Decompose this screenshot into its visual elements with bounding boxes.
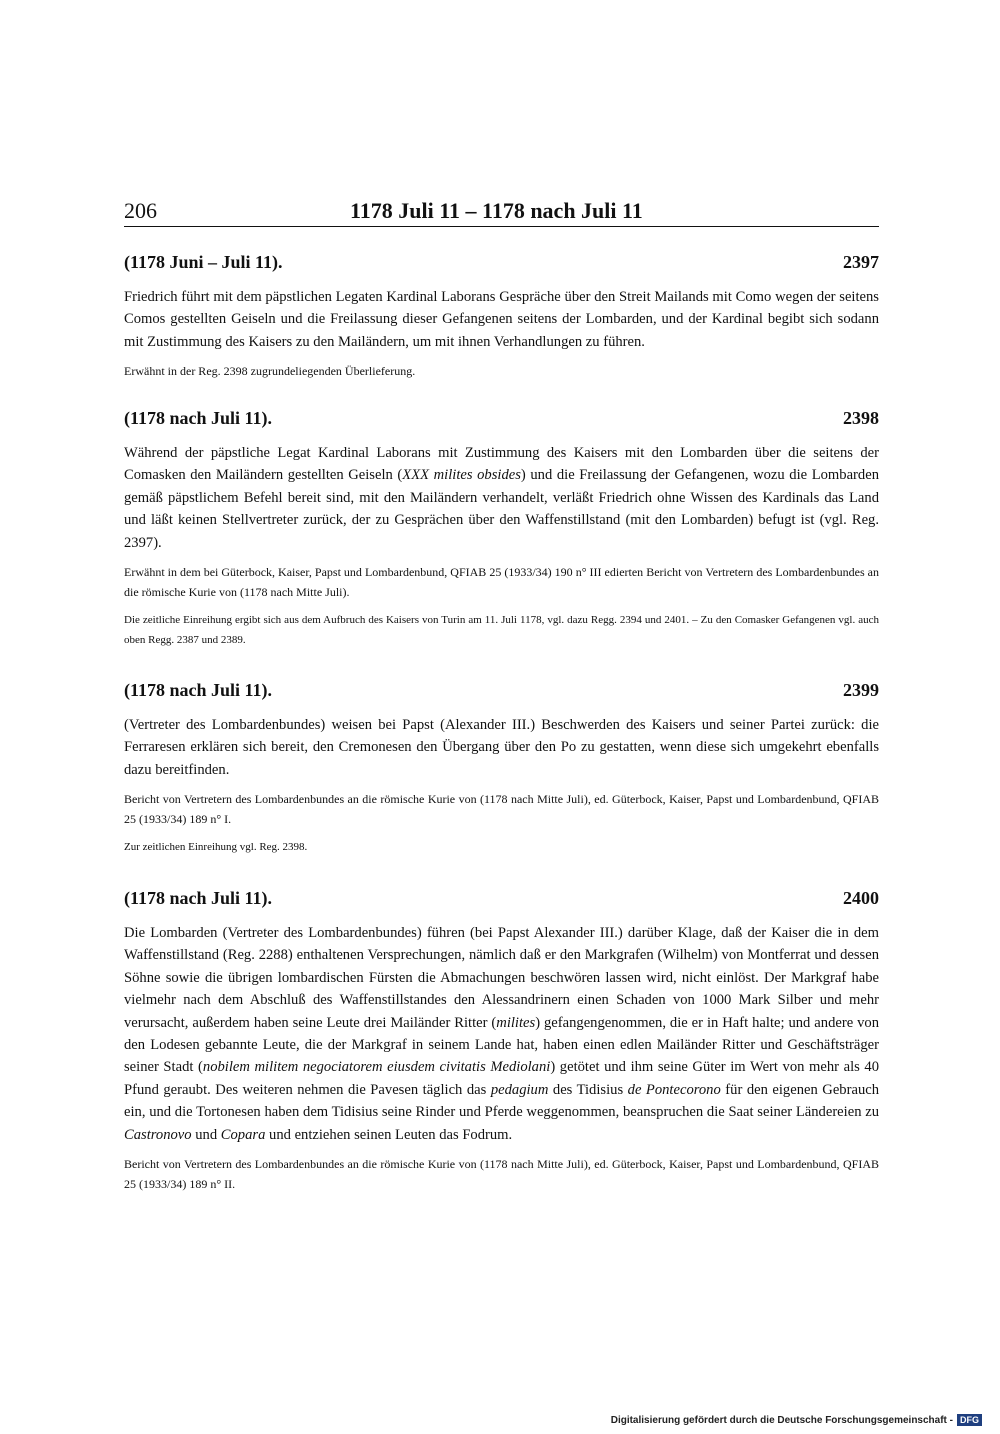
entry-heading <box>124 680 879 706</box>
entry-note: Erwähnt in der Reg. 2398 zugrundeliegenden Überlieferung. <box>124 364 416 379</box>
regest-entry-2399 <box>124 680 879 857</box>
entry-text: Während der päpstliche Legat Kardinal Laborans mit Zustimmung des Kaisers mit den Lombarden über die seitens der Comasken den Mailändern gestellten Geiseln (XXX milites obsides) und die Freilassung der Gefangenen, wozu die Lombarden gemäß päpstlichem Befehl bereit sind, mit den Mailändern verhandelt, verläßt Friedrich ohne Wissen des Kardinals das Land und läßt keinen Stellvertreter zurück, der zu Gesprächen über den Waffenstillstand (mit den Lombarden) befugt ist (vgl. Reg. 2397). <box>124 445 879 551</box>
entry-note: Erwähnt in dem bei Güterbock, Kaiser, Papst und Lombardenbund, QFIAB 25 (1933/34) 190 n° III edierten Bericht von Vertretern des Lombardenbundes an die römische Kurie von (1178 nach Mitte Juli). <box>124 565 879 600</box>
running-title: 1178 Juli 11 – 1178 nach Juli 11 <box>350 198 643 223</box>
entry-heading <box>124 408 879 434</box>
entry-note: Bericht von Vertretern des Lombardenbundes an die römische Kurie von (1178 nach Mitte Juli), ed. Güterbock, Kaiser, Papst und Lombardenbund, QFIAB 25 (1933/34) 189 n° II. <box>124 1157 879 1192</box>
entry-number: 2399 <box>843 680 879 700</box>
entry-number: 2397 <box>843 252 879 272</box>
entry-note: Zur zeitlichen Einreihung vgl. Reg. 2398. <box>124 841 308 854</box>
entry-heading <box>124 252 879 278</box>
page-number: 206 <box>124 198 157 223</box>
entry-text: Friedrich führt mit dem päpstlichen Legaten Kardinal Laborans Gespräche über den Streit Mailands mit Como wegen der seitens Comos gestellten Geiseln und die Freilassung dieser Gefangenen seitens der Lombarden, und der Kardinal begibt sich sodann mit Zustimmung des Kaisers zu den Mailändern, um mit ihnen Verhandlungen zu führen. <box>124 289 879 350</box>
entry-heading <box>124 888 879 914</box>
entry-text: Die Lombarden (Vertreter des Lombardenbundes) führen (bei Papst Alexander III.) darüber Klage, daß der Kaiser die in dem Waffenstillstand (Reg. 2288) enthaltenen Versprechungen, nämlich daß er den Markgrafen (Wilhelm) von Montferrat und dessen Söhne sowie die übrigen lombardischen Fürsten die Abmachungen beschwören lassen wird, nicht einlöst. Der Markgraf habe vielmehr nach dem Abschluß des Waffenstillstandes den Alessandrinern einen Schaden von 1000 Mark Silber und mehr verursacht, außerdem haben seine Leute drei Mailänder Ritter (milites) gefangengenommen, die er in Haft halte; und andere von den Lodesen gebannte Leute, die der Markgraf in seinem Lande hat, haben einen edlen Mailänder Ritter und Geschäftsträger seiner Stadt (nobilem militem negociatorem eiusdem civitatis Mediolani) getötet und ihm seine Güter im Wert von mehr als 40 Pfund geraubt. Des weiteren nehmen die Pavesen täglich das pedagium des Tidisius de Pontecorono für den eigenen Gebrauch ein, und die Tortonesen haben dem Tidisius seine Rinder und Pferde weggenommen, beanspruchen die Saat seiner Ländereien zu Castronovo und Copara und entziehen seinen Leuten das Fodrum. <box>124 925 880 1143</box>
regest-entry-2397 <box>124 252 879 381</box>
footer-text: Digitalisierung gefördert durch die Deutsche Forschungsgemeinschaft - <box>610 1414 953 1426</box>
regest-entry-2400 <box>124 888 879 1194</box>
page-header <box>124 196 879 227</box>
entry-number: 2398 <box>843 408 879 428</box>
footer-credit <box>611 1414 982 1426</box>
entry-date: (1178 nach Juli 11). <box>124 888 273 908</box>
entry-date: (1178 nach Juli 11). <box>124 680 273 700</box>
entry-date: (1178 nach Juli 11). <box>124 408 273 428</box>
entry-note: Bericht von Vertretern des Lombardenbundes an die römische Kurie von (1178 nach Mitte Juli), ed. Güterbock, Kaiser, Papst und Lombardenbund, QFIAB 25 (1933/34) 189 n° I. <box>124 792 879 827</box>
regest-entry-2398 <box>124 408 879 650</box>
entry-text: (Vertreter des Lombardenbundes) weisen bei Papst (Alexander III.) Beschwerden des Kaisers und seiner Partei zurück: die Ferraresen erklären sich bereit, den Cremonesen den Übergang über den Po zu gestatten, wenn diese sich umgekehrt ebenfalls dazu bereitfinden. <box>124 717 879 778</box>
entry-number: 2400 <box>843 888 879 908</box>
entry-note: Die zeitliche Einreihung ergibt sich aus dem Aufbruch des Kaisers von Turin am 11. Juli 1178, vgl. dazu Regg. 2394 und 2401. – Zu den Comasker Gefangenen vgl. auch oben Regg. 2387 und 2389. <box>124 614 879 647</box>
entry-date: (1178 Juni – Juli 11). <box>124 252 283 272</box>
dfg-logo: DFG <box>957 1414 982 1426</box>
